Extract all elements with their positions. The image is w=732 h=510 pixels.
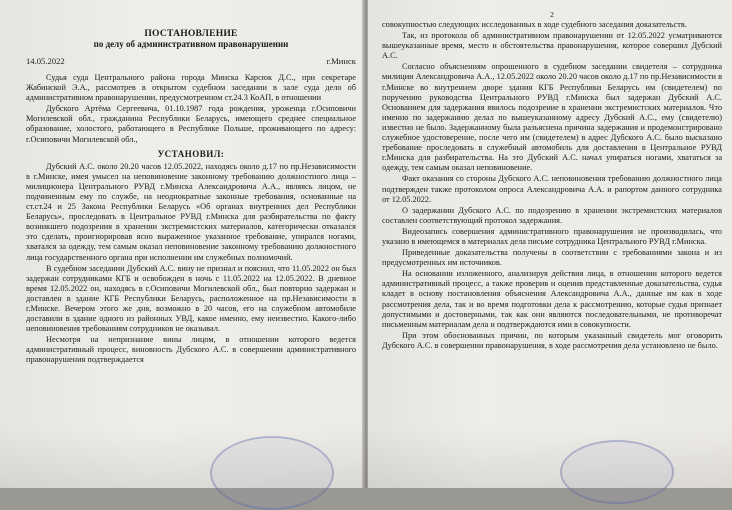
evidence-paragraph: Приведенные доказательства получены в соответствии с требованиями закона и из предусмотренных им источников. (382, 248, 722, 268)
intro-paragraph: Судья суда Центрального района города Минска Карсюк Д.С., при секретаре Жабинской Э.А., рассмотрев в открытом судебном заседании в зале суда дело об административном правонарушении, предусмотренном ст.24.3 КоАП, в отношении (26, 73, 356, 103)
document-page-right (368, 0, 732, 488)
section-heading-established: УСТАНОВИЛ: (157, 148, 225, 159)
analysis-paragraph: На основании изложенного, анализируя действия лица, в отношении которого ведется административный процесс, а также проверив и оценив представленные доказательства, судья кладет в основу постановления объяснения Александровича А.А., данные им как в ходе рассмотрения дела, так и во время подготовки дела к рассмотрению, которые судья признает допустимыми и достоверными, так как они являются последовательными, не противоречат письменным материалам дела и подтверждаются ими в совокупности. (382, 269, 722, 329)
document-date: 14.05.2022 (26, 56, 65, 66)
continuation-paragraph: совокупностью следующих исследованных в ходе судебного заседания доказательств. (382, 20, 687, 29)
document-city: г.Минск (326, 56, 356, 66)
stamp-mark-right (560, 440, 674, 504)
conclusion-paragraph: При этом обоснованных причин, по которым указанный свидетель мог оговорить Дубского А.С. в совершении правонарушения, в ходе рассмотрения дела установлено не было. (382, 330, 722, 350)
protocol-paragraph: Так, из протокола об административном правонарушении от 12.05.2022 усматриваются вышеуказанные время, место и обстоятельства правонарушения, которое совершил Дубский А.С. (382, 31, 722, 61)
page-number: 2 (550, 10, 554, 19)
stamp-mark-left (210, 436, 334, 510)
fact-paragraph: Факт оказания со стороны Дубского А.С. неповиновения требованию должностного лица подтвержден также протоколом опроса Александровича А.А. и рапортом данного сотрудника от 12.05.2022. (382, 174, 722, 204)
detention-paragraph: О задержании Дубского А.С. по подозрению в хранении экстремистских материалов составлен соответствующий протокол задержания. (382, 205, 722, 225)
document-page-left (0, 0, 364, 488)
witness-paragraph: Согласно объяснениям опрошенного в судебном заседании свидетеля – сотрудника милиции Александровича А.А., 12.05.2022 около 20.20 часов около д.17 по пр.Независимости в г.Минске во внутреннем дворе здания КГБ Республики Беларусь им (свидетелем) по поручению руководства Центрального РУВД г.Минска был задержан Дубский А.С. Основанием для задержания явилось подозрение в хранении экстремистских материалов. Что именно по задержанию делал по вышеуказанному адресу Дубский А.С., ему (свидетелю) известно не было. Задержанному была разъяснена причина задержания и продемонстрировано служебное удостоверение, после чего им (свидетелем) в адрес Дубского А.С. было высказано требование проследовать в служебный автомобиль для доставления в Центральное РУВД г.Минска для разбирательства. На это Дубский А.С. начал упираться ногами, хвататься за одежду, тем самым оказал неповиновение. (382, 62, 722, 173)
document-subtitle: по делу об административном правонарушении (93, 39, 289, 49)
facts-paragraph: Дубский А.С. около 20.20 часов 12.05.2022, находясь около д.17 по пр.Независимости в г.Минске, имея умысел на неповиновение законному требованию должностного лица – милиционера Центрального РУВД г.Минска Александровича А.А., являясь лицом, не подчиненным ему по службе, на неоднократные законные требования, основанные на ст.ст.24 и 25 Закона Республики Беларусь «Об органах внутренних дел Республики Беларусь», проследовать в Центральное РУВД г.Минска для разбирательства по факту возникшего подозрения в хранении экстремистских материалов, категорически отказался это сделать, проигнорировав ясно выраженное указанное требование, упирался ногами, хватался за одежду, тем самым оказал неповиновение законному требованию должностного лица государственного органа при исполнении им служебных полномочий. (26, 161, 356, 262)
testimony-paragraph: В судебном заседании Дубский А.С. вину не признал и пояснил, что 11.05.2022 он был задержан сотрудниками КГБ и освобожден в ночь с 11.05.2022 на 12.05.2022. В дневное время 12.05.2022 он, находясь в г.Осиповичи Могилевской обл., был повторно задержан и доставлен в здание КГБ Республики Беларусь, расположенное на пр.Независимости в г.Минске. Вечером этого же дня, возможно в 20 часов, его на служебном автомобиле доставили в здание одного из районных УВД, какое именно, ему неизвестно. Какого-либо неповиновения требованиям сотрудников не оказывал. (26, 263, 356, 334)
document-title: ПОСТАНОВЛЕНИЕ (144, 28, 238, 39)
guilt-paragraph: Несмотря на непризнание вины лицом, в отношении которого ведется административный процесс, виновность Дубского А.С. в совершении административного правонарушения подтверждается (26, 335, 356, 365)
person-paragraph: Дубского Артёма Сергеевича, 01.10.1987 года рождения, уроженца г.Осиповичи Могилевской обл., гражданина Республики Беларусь, имеющего среднее специальное образование, холостого, работающего в Республике Польше, проживающего по адресу: г.Осиповичи Могилевской обл., (26, 104, 356, 144)
date-line (26, 56, 356, 67)
video-paragraph: Видеозапись совершения административного правонарушения не производилась, что указано в имеющемся в материалах дела письме сотрудника Центрального РУВД г.Минска. (382, 226, 722, 246)
